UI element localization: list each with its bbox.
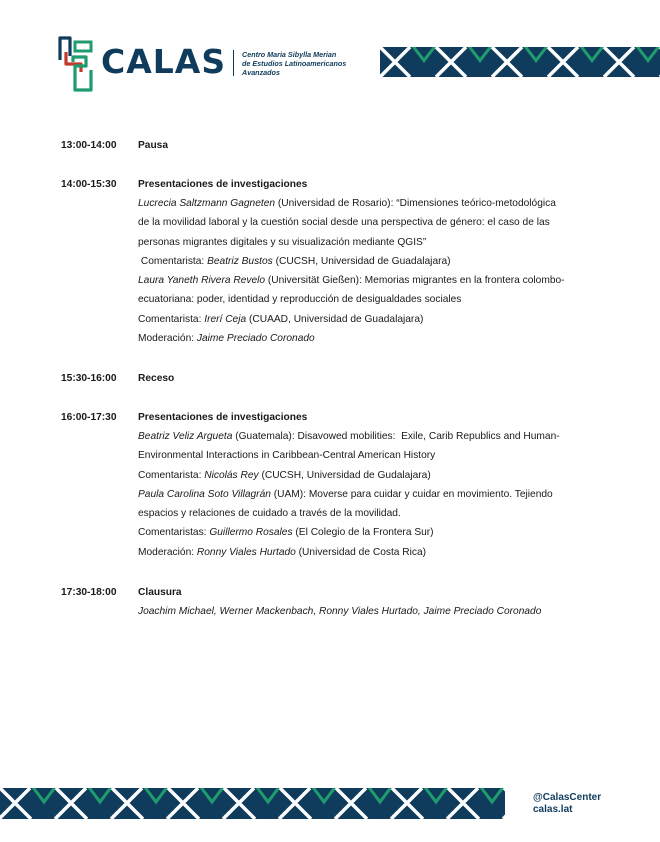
logo-subtitle: [242, 50, 346, 78]
detail-text: (Universität Gießen): Memorias migrantes en la frontera colombo-: [265, 275, 565, 287]
closing-speakers: Joachim Michael, Werner Mackenbach, Ronny Viales Hurtado, Jaime Preciado Coronado: [138, 606, 542, 617]
detail-label: Comentarista:: [138, 255, 208, 267]
time-slot: 15:30-16:00: [61, 373, 117, 384]
header-pattern-band: [380, 47, 660, 77]
presenter-name: Paula Carolina Soto Villagrán: [138, 488, 271, 500]
detail-text: (Universidad de Rosario): “Dimensiones teórico-metodológica: [275, 198, 556, 209]
detail-line: Environmental Interactions in Caribbean-Central American History: [138, 450, 436, 462]
detail-line: [138, 252, 608, 271]
moderator-name: Jaime Preciado Coronado: [196, 333, 315, 345]
detail-line: [138, 310, 608, 329]
detail-text: (Universidad de Costa Rica): [295, 546, 427, 558]
detail-line: personas migrantes digitales y su visualización mediante QGIS”: [138, 236, 427, 248]
detail-line: [138, 427, 608, 446]
commentator-name: Guillermo Rosales: [209, 527, 293, 539]
time-slot: 16:00-17:30: [61, 412, 117, 423]
logo-subtitle-line: de Estudios Latinoamericanos: [242, 59, 347, 69]
commentator-name: Irerí Ceja: [204, 313, 247, 325]
session-title: Receso: [138, 373, 175, 384]
detail-line: espacios y relaciones de cuidado a través de la movilidad.: [138, 508, 401, 520]
session-details-3: [138, 602, 608, 621]
detail-text: (UAM): Moverse para cuidar y cuidar en movimiento. Tejiendo: [270, 488, 553, 500]
presenter-name: Beatriz Veliz Argueta: [138, 431, 233, 442]
session-title: Presentaciones de investigaciones: [138, 179, 308, 190]
detail-label: Moderación:: [138, 333, 197, 345]
detail-label: Comentarista:: [138, 313, 205, 325]
detail-line: [138, 602, 608, 621]
logo-subtitle-line: Avanzados: [242, 68, 280, 78]
presenter-name: Laura Yaneth Rivera Revelo: [138, 275, 266, 287]
time-slot: 17:30-18:00: [61, 587, 117, 598]
detail-line: ecuatoriana: poder, identidad y reproducción de desigualdades sociales: [138, 294, 462, 306]
session-title: Clausura: [138, 587, 182, 598]
detail-label: Comentaristas:: [138, 527, 210, 539]
time-slot: 14:00-15:30: [61, 179, 117, 190]
detail-text: (El Colegio de la Frontera Sur): [292, 527, 434, 539]
detail-text: (Guatemala): Disavowed mobilities: Exile, Carib Republics and Human-: [232, 431, 560, 442]
detail-text: (CUAAD, Universidad de Guadalajara): [246, 313, 424, 325]
detail-label: Moderación:: [138, 546, 197, 558]
footer-pattern-band: [0, 788, 505, 819]
calas-logo-icon: [57, 34, 95, 94]
detail-line: [138, 329, 608, 348]
detail-text: (CUCSH, Universidad de Guadalajara): [272, 255, 451, 267]
detail-line: [138, 271, 608, 290]
commentator-name: Beatriz Bustos: [207, 255, 273, 267]
detail-label: Comentarista:: [138, 469, 205, 481]
detail-line: [138, 466, 608, 485]
calas-logo-text: CALAS: [101, 42, 227, 81]
time-slot: 13:00-14:00: [61, 140, 117, 151]
detail-line: [138, 485, 608, 504]
logo-divider: [233, 50, 234, 76]
logo-subtitle-line: Centro Maria Sibylla Merian: [242, 50, 337, 59]
detail-line: [138, 543, 608, 562]
session-title: Presentaciones de investigaciones: [138, 412, 308, 423]
session-details-1: [138, 194, 608, 348]
website-link[interactable]: calas.lat: [533, 804, 573, 815]
detail-line: de la movilidad laboral y la cuestión social desde una perspectiva de género: el caso de las: [138, 217, 550, 229]
moderator-name: Ronny Viales Hurtado: [196, 546, 296, 558]
footer-contact: [533, 792, 601, 816]
detail-text: (CUCSH, Universidad de Gudalajara): [258, 469, 431, 481]
session-title: Pausa: [138, 140, 169, 151]
commentator-name: Nicolás Rey: [204, 469, 259, 481]
session-details-2: [138, 427, 608, 562]
detail-line: [138, 194, 608, 213]
presenter-name: Lucrecia Saltzmann Gagneten: [138, 198, 276, 209]
detail-line: [138, 523, 608, 542]
social-handle[interactable]: @CalasCenter: [533, 792, 602, 803]
